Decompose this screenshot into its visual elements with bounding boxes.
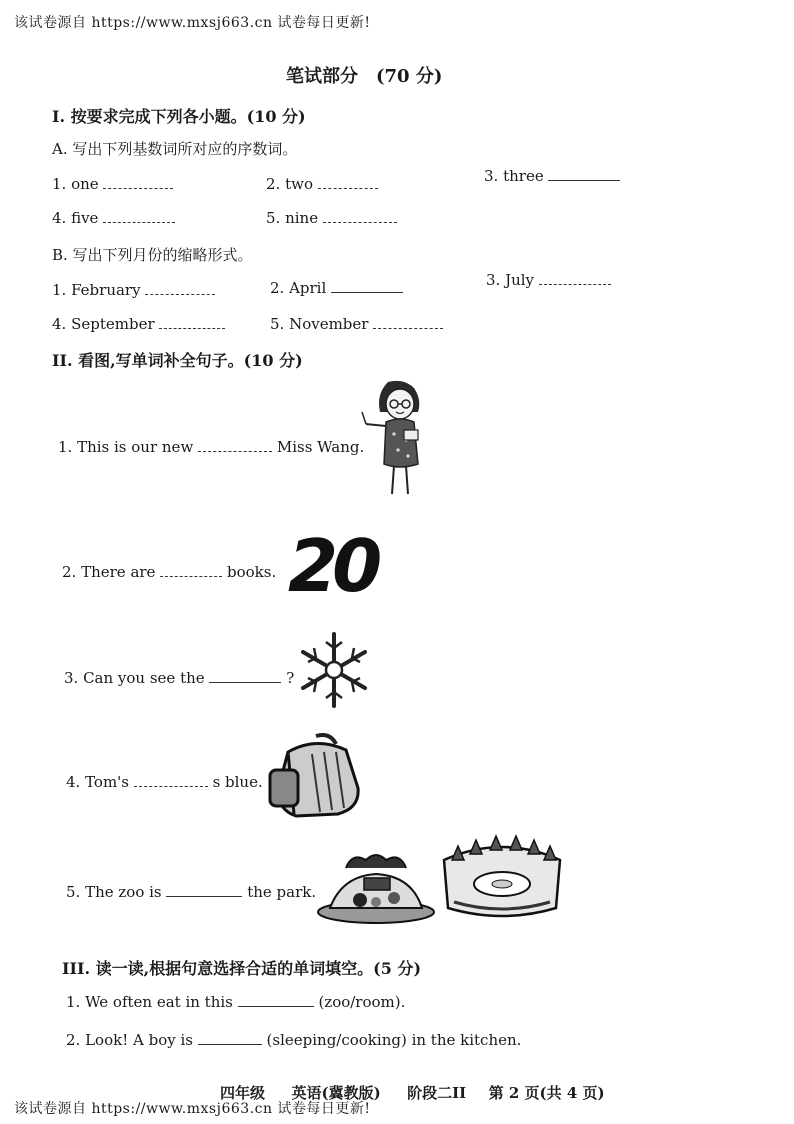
answer-blank[interactable] (539, 270, 611, 285)
answer-blank[interactable] (318, 174, 378, 189)
park-picture (438, 830, 566, 926)
picture-item-2: 2. There are books. (62, 563, 277, 581)
picture-item-1: 1. This is our new Miss Wang. (58, 438, 365, 456)
answer-blank[interactable] (160, 562, 222, 577)
fill-item-2: 2. Look! A boy is (sleeping/cooking) in the kitchen. (66, 1031, 522, 1049)
part-a-item-1: 1. one (52, 174, 173, 193)
answer-blank[interactable] (373, 314, 443, 329)
footer-stage: 阶段二II (407, 1084, 467, 1102)
footer-subject: 英语(冀教版) (291, 1084, 381, 1102)
number-twenty-picture: 20 (288, 524, 377, 608)
answer-blank[interactable] (134, 772, 208, 787)
answer-blank[interactable] (548, 166, 620, 181)
picture-item-4: 4. Tom's s blue. (66, 773, 263, 791)
answer-blank[interactable] (166, 882, 242, 897)
answer-blank[interactable] (145, 280, 215, 295)
section-3-heading: III. 读一读,根据句意选择合适的单词填空。(5 分) (62, 959, 422, 978)
answer-blank[interactable] (238, 992, 314, 1007)
fill-item-1: 1. We often eat in this (zoo/room). (66, 993, 406, 1011)
answer-blank[interactable] (159, 314, 225, 329)
footer-grade: 四年级 (220, 1084, 266, 1102)
part-a-instruction: A. 写出下列基数词所对应的序数词。 (52, 140, 298, 158)
section-1-heading: I. 按要求完成下列各小题。(10 分) (52, 107, 306, 126)
part-b-item-4: 4. September (52, 314, 225, 333)
part-b-instruction: B. 写出下列月份的缩略形式。 (52, 246, 253, 264)
answer-blank[interactable] (331, 278, 403, 293)
answer-blank[interactable] (323, 208, 397, 223)
answer-blank[interactable] (103, 174, 173, 189)
snowflake-picture (298, 628, 370, 712)
footer-page: 第 2 页(共 4 页) (488, 1084, 605, 1102)
teacher-picture (360, 378, 432, 500)
answer-blank[interactable] (209, 668, 281, 683)
part-a-item-3: 3. three (484, 166, 620, 185)
header-watermark: 该试卷源自 https://www.mxsj663.cn 试卷每日更新! (14, 15, 371, 31)
picture-item-5: 5. The zoo is the park. (66, 883, 317, 901)
zoo-picture (316, 848, 438, 926)
part-b-item-5: 5. November (270, 314, 443, 333)
picture-item-3: 3. Can you see the ? (64, 669, 295, 687)
section-2-heading: II. 看图,写单词补全句子。(10 分) (52, 351, 303, 370)
backpack-picture (266, 730, 366, 820)
answer-blank[interactable] (198, 1030, 262, 1045)
part-b-item-1: 1. February (52, 280, 215, 299)
page-title: 笔试部分 (70 分) (286, 66, 443, 87)
answer-blank[interactable] (198, 437, 272, 452)
answer-blank[interactable] (103, 208, 175, 223)
footer-watermark: 该试卷源自 https://www.mxsj663.cn 试卷每日更新! (14, 1101, 371, 1117)
part-a-item-4: 4. five (52, 208, 175, 227)
part-a-item-5: 5. nine (266, 208, 397, 227)
part-b-item-2: 2. April (270, 278, 403, 297)
part-b-item-3: 3. July (486, 270, 611, 289)
part-a-item-2: 2. two (266, 174, 378, 193)
